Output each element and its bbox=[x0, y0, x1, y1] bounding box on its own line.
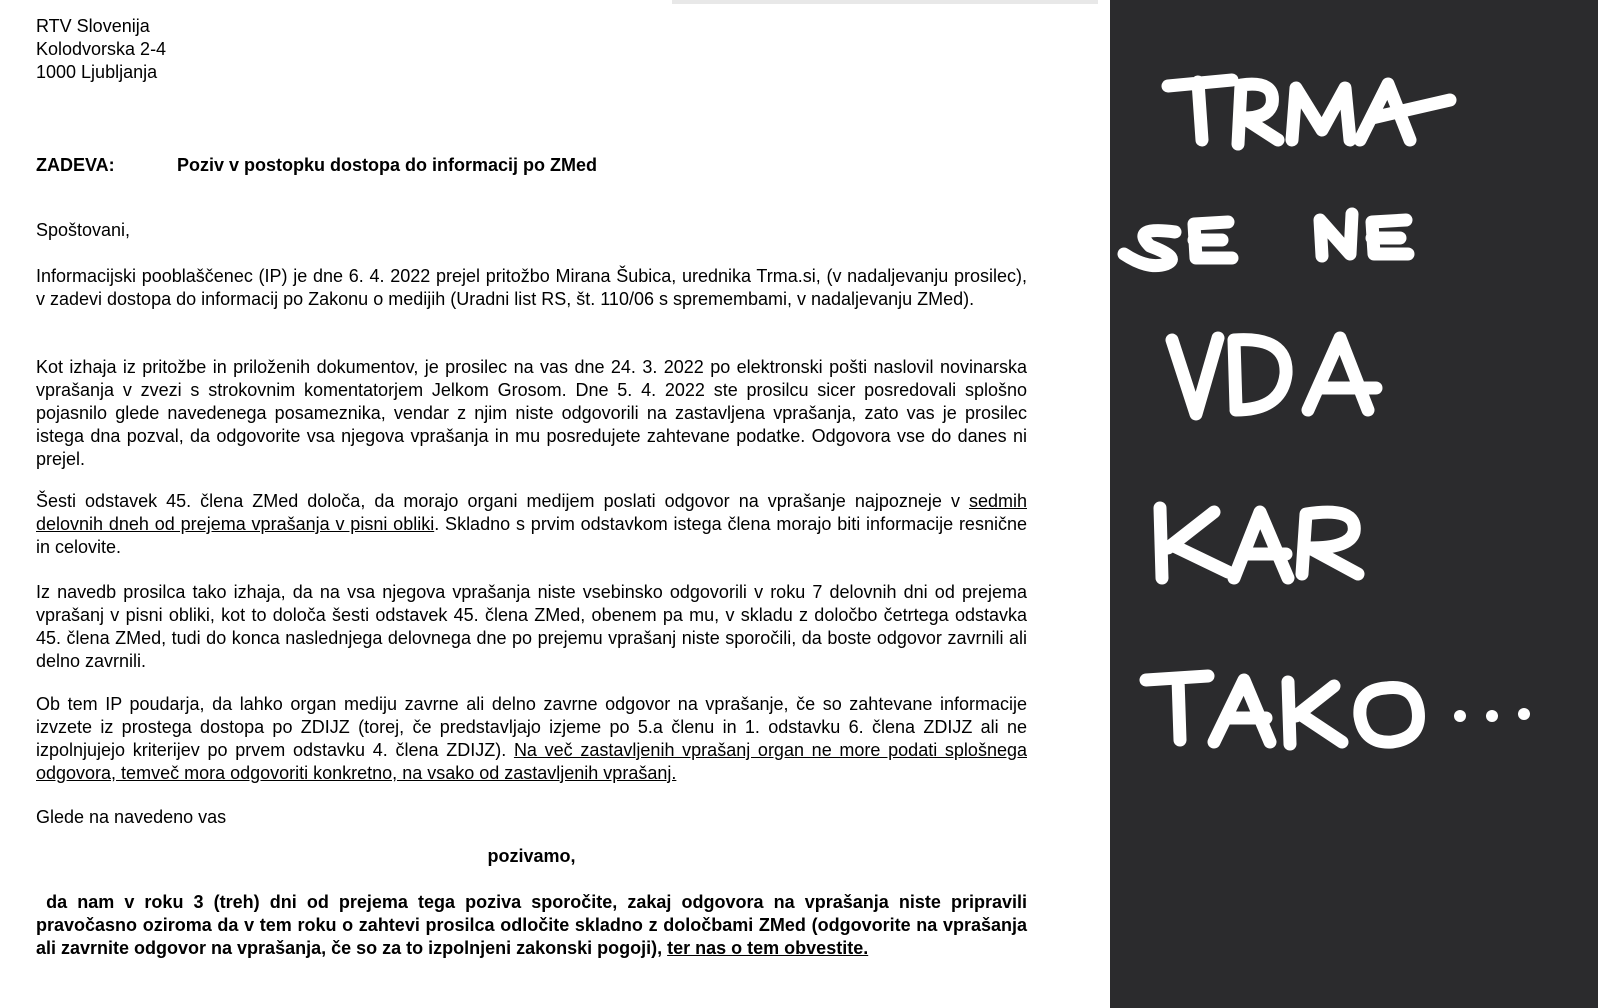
pozivamo-heading: pozivamo, bbox=[487, 846, 576, 866]
subject-line bbox=[36, 154, 597, 177]
final-text: da nam v roku 3 (treh) dni od prejema tega poziva sporočite, zakaj odgovora na vprašanja niste pripravili pravočasno oziroma da v tem roku o zahtevi prosilca odločite skladno z določbami ZMed (odgovorite na vprašanja ali zavrnite odgovor na vprašanja, če so za to izpolnjeni zakonski pogoji), bbox=[36, 892, 1027, 958]
paragraph-5-underlined: Na več zastavljenih vprašanj organ ne more podati splošnega odgovora, temveč mora odgovoriti konkretno, na vsako od zastavljenih vprašanj. bbox=[36, 740, 1027, 783]
final-paragraph bbox=[36, 891, 1027, 960]
paragraph-3-text-a: Šesti odstavek 45. člena ZMed določa, da morajo organi medijem poslati odgovor na vprašanje najpozneje v bbox=[36, 491, 969, 511]
subject-text: Poziv v postopku dostopa do informacij po ZMed bbox=[177, 155, 598, 175]
handwriting-word-2 bbox=[1124, 214, 1408, 266]
paragraph-6: Glede na navedeno vas bbox=[36, 807, 227, 827]
page-top-strip bbox=[672, 0, 1098, 4]
handwriting-word-4 bbox=[1160, 508, 1358, 578]
handwriting-dots bbox=[1454, 708, 1530, 722]
handwritten-text bbox=[1110, 0, 1598, 1008]
paragraph-3 bbox=[36, 490, 1027, 559]
address-line-1: RTV Slovenija bbox=[36, 16, 150, 36]
address-line-2: Kolodvorska 2-4 bbox=[36, 39, 167, 59]
handwriting-panel bbox=[1110, 0, 1598, 1008]
address-line-3: 1000 Ljubljanja bbox=[36, 62, 158, 82]
paragraph-4: Iz navedb prosilca tako izhaja, da na vsa njegova vprašanja niste vsebinsko odgovorili v roku 7 delovnih dni od prejema vprašanj v pisni obliki, kot to določa šesti odstavek 45. člena ZMed, obenem pa mu, v skladu z določbo četrtega odstavka 45. člena ZMed, tudi do konca naslednjega delovnega dne po prejemu vprašanj niste sporočili, da boste odgovor zavrnili ali delno zavrnili. bbox=[36, 582, 1027, 671]
paragraph-5 bbox=[36, 693, 1027, 785]
greeting: Spoštovani, bbox=[36, 220, 131, 240]
handwriting-word-3 bbox=[1172, 338, 1376, 414]
final-underlined: ter nas o tem obvestite. bbox=[667, 938, 869, 958]
paragraph-5-text: Ob tem IP poudarja, da lahko organ mediju zavrne ali delno zavrne odgovor na vprašanje, če so zahtevane informacije izvzete iz prostega dostopa po ZDIJZ (torej, če predstavljajo izjeme po 5.a členu in 1. odstavku 6. člena ZDIJZ ali ne izpolnjujejo kriterijev po prvem odstavku 4. člena ZDIJZ). bbox=[36, 694, 1027, 760]
paragraph-1: Informacijski pooblaščenec (IP) je dne 6. 4. 2022 prejel pritožbo Mirana Šubica, urednika Trma.si, (v nadaljevanju prosilec), v zadevi dostopa do informacij po Zakonu o medijih (Uradni list RS, št. 110/06 s spremembami, v nadaljevanju ZMed). bbox=[36, 266, 1027, 309]
paragraph-3-text-b: . Skladno s prvim odstavkom istega člena morajo biti informacije resnične in celovite. bbox=[36, 514, 1027, 557]
paragraph-3-underlined: sedmih delovnih dneh od prejema vprašanja v pisni obliki bbox=[36, 491, 1027, 534]
handwriting-word-5 bbox=[1146, 676, 1418, 744]
handwriting-word-1 bbox=[1168, 80, 1450, 144]
subject-label: ZADEVA: bbox=[36, 155, 115, 175]
paragraph-2: Kot izhaja iz pritožbe in priloženih dokumentov, je prosilec na vas dne 24. 3. 2022 po elektronski pošti naslovil novinarska vprašanja v zvezi s strokovnim komentatorjem Jelkom Grosom. Dne 5. 4. 2022 ste prosilcu sicer posredovali splošno pojasnilo glede navedenega posameznika, vendar z njim niste odgovorili na zastavljena vprašanja, zato vas je prosilec istega dna pozval, da odgovorite vsa njegova vprašanja in mu posredujete zahtevane podatke. Odgovora vse do danes ni prejel. bbox=[36, 357, 1027, 469]
